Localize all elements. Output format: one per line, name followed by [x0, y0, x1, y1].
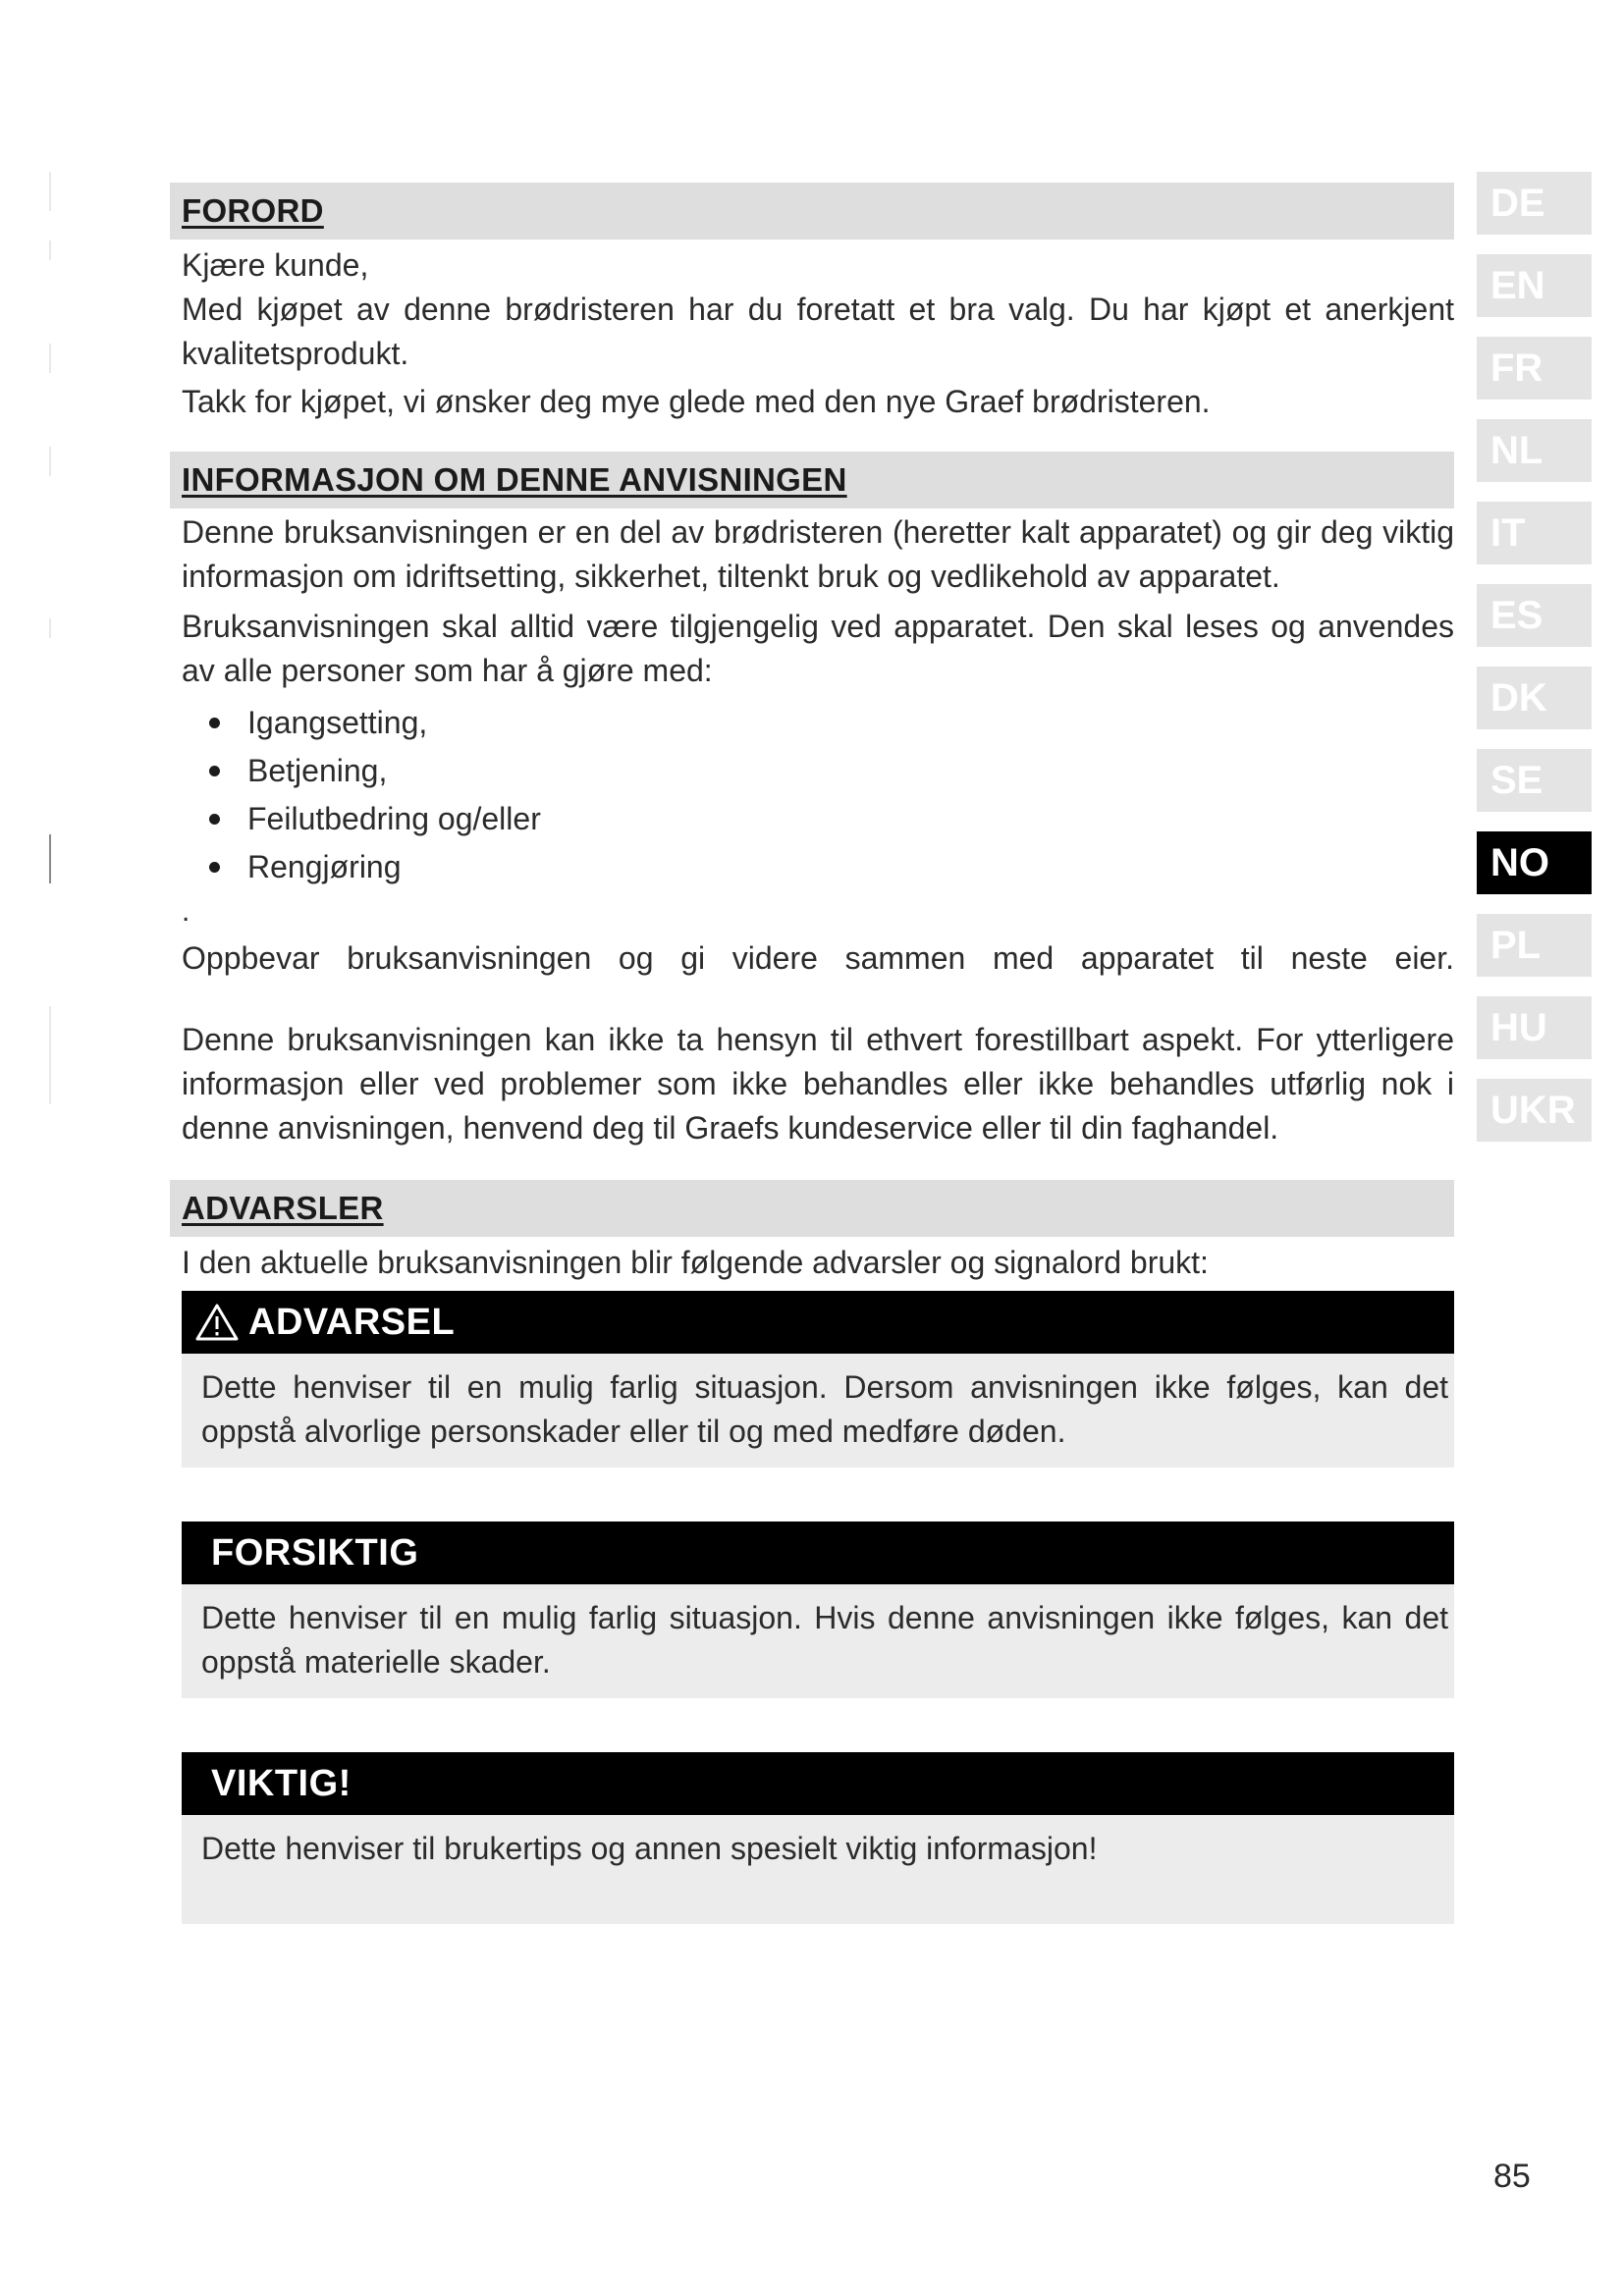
bullet-icon — [209, 766, 220, 776]
bullet-icon — [209, 718, 220, 728]
tab-pl[interactable]: PL — [1477, 914, 1592, 977]
list-item — [209, 843, 1454, 891]
section-heading-forord — [170, 183, 1454, 240]
tab-fr[interactable]: FR — [1477, 337, 1592, 400]
bullet-list — [170, 699, 1454, 891]
word: eier. — [1394, 940, 1454, 976]
word: med — [992, 940, 1055, 976]
list-item — [209, 699, 1454, 747]
paragraph: Bruksanvisningen skal alltid være tilgjengelig ved apparatet. Den skal leses og anvendes av alle personer som har å gjøre med: — [182, 609, 1454, 688]
word: bruksanvisningen — [347, 940, 592, 976]
heading-text: ADVARSLER — [182, 1190, 384, 1226]
heading-text: FORORD — [182, 192, 324, 229]
margin-mark — [49, 834, 51, 883]
word: Oppbevar — [182, 940, 320, 976]
notice-title: ADVARSEL — [248, 1301, 456, 1343]
paragraph: Med kjøpet av denne brødristeren har du foretatt et bra valg. Du har kjøpt et anerkjent kvalitetsprodukt. — [182, 292, 1454, 371]
paragraph: Denne bruksanvisningen kan ikke ta hensyn til ethvert forestillbart aspekt. For ytterligere informasjon eller ved problemer som ikke behandles eller ikke behandles utførlig nok i denne anvisningen, henvend deg til Graefs kundeservice eller til din faghandel. — [182, 1022, 1454, 1146]
margin-marks — [49, 172, 52, 1153]
tab-es[interactable]: ES — [1477, 584, 1592, 647]
word: og — [618, 940, 654, 976]
tab-it[interactable]: IT — [1477, 502, 1592, 564]
margin-mark — [49, 447, 51, 476]
tab-hu[interactable]: HU — [1477, 996, 1592, 1059]
notice-title: FORSIKTIG — [211, 1531, 419, 1574]
tab-nl[interactable]: NL — [1477, 419, 1592, 482]
notice-viktig — [182, 1752, 1454, 1924]
margin-mark — [49, 172, 51, 211]
notice-title: VIKTIG! — [211, 1762, 352, 1804]
notice-text: Dette henviser til en mulig farlig situasjon. Hvis denne anvisningen ikke følges, kan det oppstå materielle skader. — [201, 1600, 1448, 1680]
margin-mark — [49, 1006, 51, 1104]
stray-period: . — [182, 895, 190, 928]
notice-header — [182, 1522, 1454, 1584]
margin-mark — [49, 344, 51, 373]
list-item — [209, 795, 1454, 843]
tab-dk[interactable]: DK — [1477, 667, 1592, 729]
greeting: Kjære kunde, — [182, 247, 369, 283]
paragraph: Denne bruksanvisningen er en del av brødristeren (heretter kalt apparatet) og gir deg viktig informasjon om idriftsetting, sikkerhet, tiltenkt bruk og vedlikehold av apparatet. — [182, 514, 1454, 594]
notice-forsiktig — [182, 1522, 1454, 1698]
word: sammen — [844, 940, 966, 976]
main-content — [170, 183, 1454, 1924]
word: gi — [680, 940, 706, 976]
list-item-text: Feilutbedring og/eller — [247, 801, 541, 836]
heading-text: INFORMASJON OM DENNE ANVISNINGEN — [182, 461, 847, 498]
word: til — [1240, 940, 1264, 976]
bullet-icon — [209, 814, 220, 825]
tab-ukr[interactable]: UKR — [1477, 1079, 1592, 1142]
tab-en[interactable]: EN — [1477, 254, 1592, 317]
notice-header — [182, 1752, 1454, 1815]
notice-header — [182, 1291, 1454, 1354]
paragraph: Takk for kjøpet, vi ønsker deg mye glede med den nye Graef brødristeren. — [182, 384, 1211, 419]
paragraph: I den aktuelle bruksanvisningen blir følgende advarsler og signalord brukt: — [182, 1245, 1209, 1280]
notice-text: Dette henviser til brukertips og annen spesielt viktig informasjon! — [201, 1831, 1098, 1866]
margin-mark — [49, 240, 51, 260]
word: videre — [731, 940, 818, 976]
section-heading-info — [170, 452, 1454, 508]
store-sentence — [170, 936, 1454, 981]
word: apparatet — [1080, 940, 1215, 976]
tab-de[interactable]: DE — [1477, 172, 1592, 235]
section-heading-advarsler — [170, 1180, 1454, 1237]
margin-mark — [49, 618, 51, 638]
notice-advarsel — [182, 1291, 1454, 1468]
list-item-text: Igangsetting, — [247, 705, 428, 740]
list-item-text: Betjening, — [247, 753, 388, 788]
word: neste — [1290, 940, 1368, 976]
tab-se[interactable]: SE — [1477, 749, 1592, 812]
notice-text: Dette henviser til en mulig farlig situasjon. Dersom anvisningen ikke følges, kan det oppstå alvorlige personskader eller til og med medføre døden. — [201, 1369, 1448, 1449]
list-item — [209, 747, 1454, 795]
tab-no[interactable]: NO — [1477, 831, 1592, 894]
bullet-icon — [209, 862, 220, 873]
warning-triangle-icon — [195, 1303, 239, 1342]
page-number: 85 — [1493, 2158, 1531, 2195]
list-item-text: Rengjøring — [247, 849, 402, 884]
